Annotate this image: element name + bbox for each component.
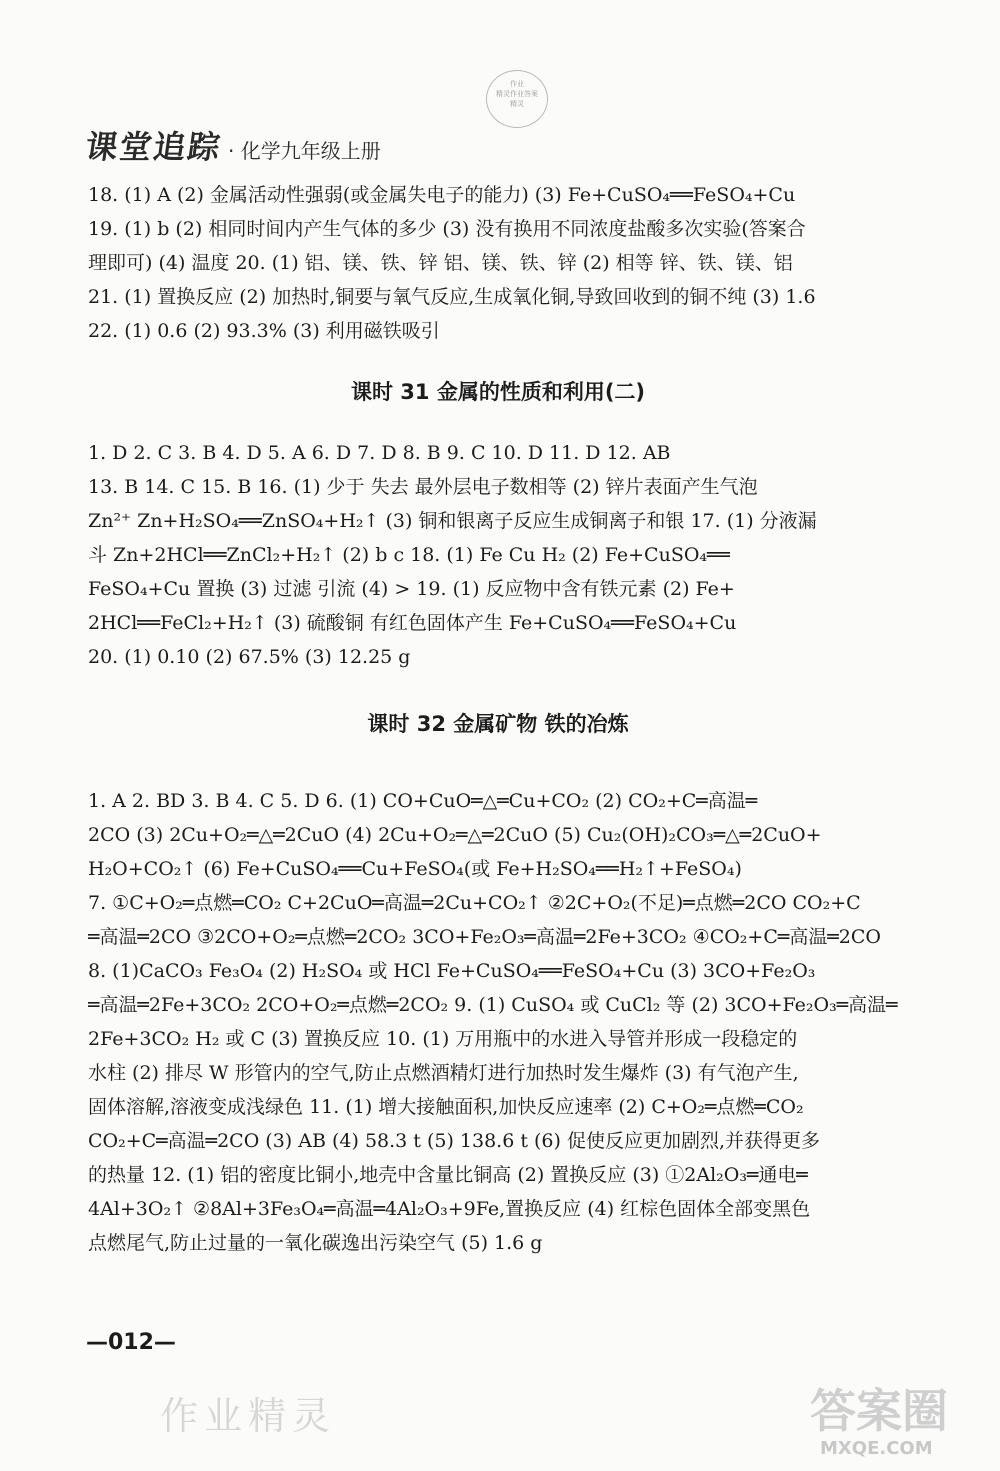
answer-line: 的热量 12. (1) 铝的密度比铜小,地壳中含量比铜高 (2) 置换反应 (3) ①2Al₂O₃═通电═: [88, 1164, 808, 1186]
watermark-right: 答案圈: [810, 1384, 948, 1438]
answer-line: 理即可) (4) 温度 20. (1) 铝、镁、铁、锌 铝、镁、铁、锌 (2) 相等 锌、铁、镁、铝: [88, 252, 793, 274]
answer-line: 13. B 14. C 15. B 16. (1) 少于 失去 最外层电子数相等 (2) 锌片表面产生气泡: [88, 476, 758, 498]
answer-line: 2Fe+3CO₂ H₂ 或 C (3) 置换反应 10. (1) 万用瓶中的水进入导管并形成一段稳定的: [88, 1028, 798, 1050]
section-title: 课时 31 金属的性质和利用(二): [350, 380, 646, 404]
book-subtitle: · 化学九年级上册: [228, 139, 381, 163]
answer-line: CO₂+C═高温═2CO (3) AB (4) 58.3 t (5) 138.6 t (6) 促使反应更加剧烈,并获得更多: [88, 1130, 821, 1152]
answers-top-block: [88, 178, 908, 348]
section-31: [88, 372, 908, 674]
section-32: [88, 704, 908, 1260]
section-title: 课时 32 金属矿物 铁的冶炼: [367, 712, 629, 736]
page-number: —012—: [86, 1330, 176, 1355]
stamp-line: 精灵作业答案: [496, 90, 538, 98]
answer-line: ═高温═2CO ③2CO+O₂═点燃═2CO₂ 3CO+Fe₂O₃═高温═2Fe+3CO₂ ④CO₂+C═高温═2CO: [88, 926, 881, 948]
stamp-line: 作业: [510, 80, 524, 88]
answer-line: 斗 Zn+2HCl══ZnCl₂+H₂↑ (2) b c 18. (1) Fe Cu H₂ (2) Fe+CuSO₄══: [88, 544, 730, 566]
answer-line: 水柱 (2) 排尽 W 形管内的空气,防止点燃酒精灯进行加热时发生爆炸 (3) 有气泡产生,: [88, 1062, 799, 1084]
answer-line: FeSO₄+Cu 置换 (3) 过滤 引流 (4) > 19. (1) 反应物中含有铁元素 (2) Fe+: [88, 578, 735, 600]
answer-line: Zn²⁺ Zn+H₂SO₄══ZnSO₄+H₂↑ (3) 铜和银离子反应生成铜离子和银 17. (1) 分液漏: [88, 510, 817, 532]
answer-line: 20. (1) 0.10 (2) 67.5% (3) 12.25 g: [88, 646, 411, 668]
stamp-line: 精灵: [510, 100, 524, 108]
answer-line: 22. (1) 0.6 (2) 93.3% (3) 利用磁铁吸引: [88, 320, 440, 342]
answer-line: 固体溶解,溶液变成浅绿色 11. (1) 增大接触面积,加快反应速率 (2) C+O₂═点燃═CO₂: [88, 1096, 804, 1118]
watermark-url: MXQE.COM: [820, 1438, 933, 1459]
page-header: [83, 128, 381, 168]
answer-line: 8. (1)CaCO₃ Fe₃O₄ (2) H₂SO₄ 或 HCl Fe+CuSO₄══FeSO₄+Cu (3) 3CO+Fe₂O₃: [88, 960, 816, 982]
answer-line: 1. D 2. C 3. B 4. D 5. A 6. D 7. D 8. B 9. C 10. D 11. D 12. AB: [88, 442, 671, 464]
answer-line: ═高温═2Fe+3CO₂ 2CO+O₂═点燃═2CO₂ 9. (1) CuSO₄ 或 CuCl₂ 等 (2) 3CO+Fe₂O₃═高温═: [88, 994, 898, 1016]
answer-line: 2HCl══FeCl₂+H₂↑ (3) 硫酸铜 有红色固体产生 Fe+CuSO₄══FeSO₄+Cu: [88, 612, 737, 634]
answer-line: 18. (1) A (2) 金属活动性强弱(或金属失电子的能力) (3) Fe+CuSO₄══FeSO₄+Cu: [88, 184, 796, 206]
watermark-left: 作业精灵: [160, 1394, 337, 1438]
answer-line: 2CO (3) 2Cu+O₂═△═2CuO (4) 2Cu+O₂═△═2CuO (5) Cu₂(OH)₂CO₃═△═2CuO+: [88, 824, 822, 846]
answer-line: 点燃尾气,防止过量的一氧化碳逸出污染空气 (5) 1.6 g: [88, 1232, 543, 1254]
answer-line: H₂O+CO₂↑ (6) Fe+CuSO₄══Cu+FeSO₄(或 Fe+H₂SO₄══H₂↑+FeSO₄): [88, 858, 742, 880]
answer-line: 4Al+3O₂↑ ②8Al+3Fe₃O₄═高温═4Al₂O₃+9Fe,置换反应 (4) 红棕色固体全部变黑色: [88, 1198, 811, 1220]
answer-line: 7. ①C+O₂═点燃═CO₂ C+2CuO═高温═2Cu+CO₂↑ ②2C+O₂(不足)═点燃═2CO CO₂+C: [88, 892, 861, 914]
answer-line: 1. A 2. BD 3. B 4. C 5. D 6. (1) CO+CuO═△═Cu+CO₂ (2) CO₂+C═高温═: [88, 790, 758, 812]
answer-line: 21. (1) 置换反应 (2) 加热时,铜要与氧气反应,生成氧化铜,导致回收到的铜不纯 (3) 1.6: [88, 286, 816, 308]
book-brand: 课堂追踪: [83, 128, 225, 166]
answer-line: 19. (1) b (2) 相同时间内产生气体的多少 (3) 没有换用不同浓度盐酸多次实验(答案合: [88, 218, 806, 240]
stamp-logo: [486, 70, 548, 128]
